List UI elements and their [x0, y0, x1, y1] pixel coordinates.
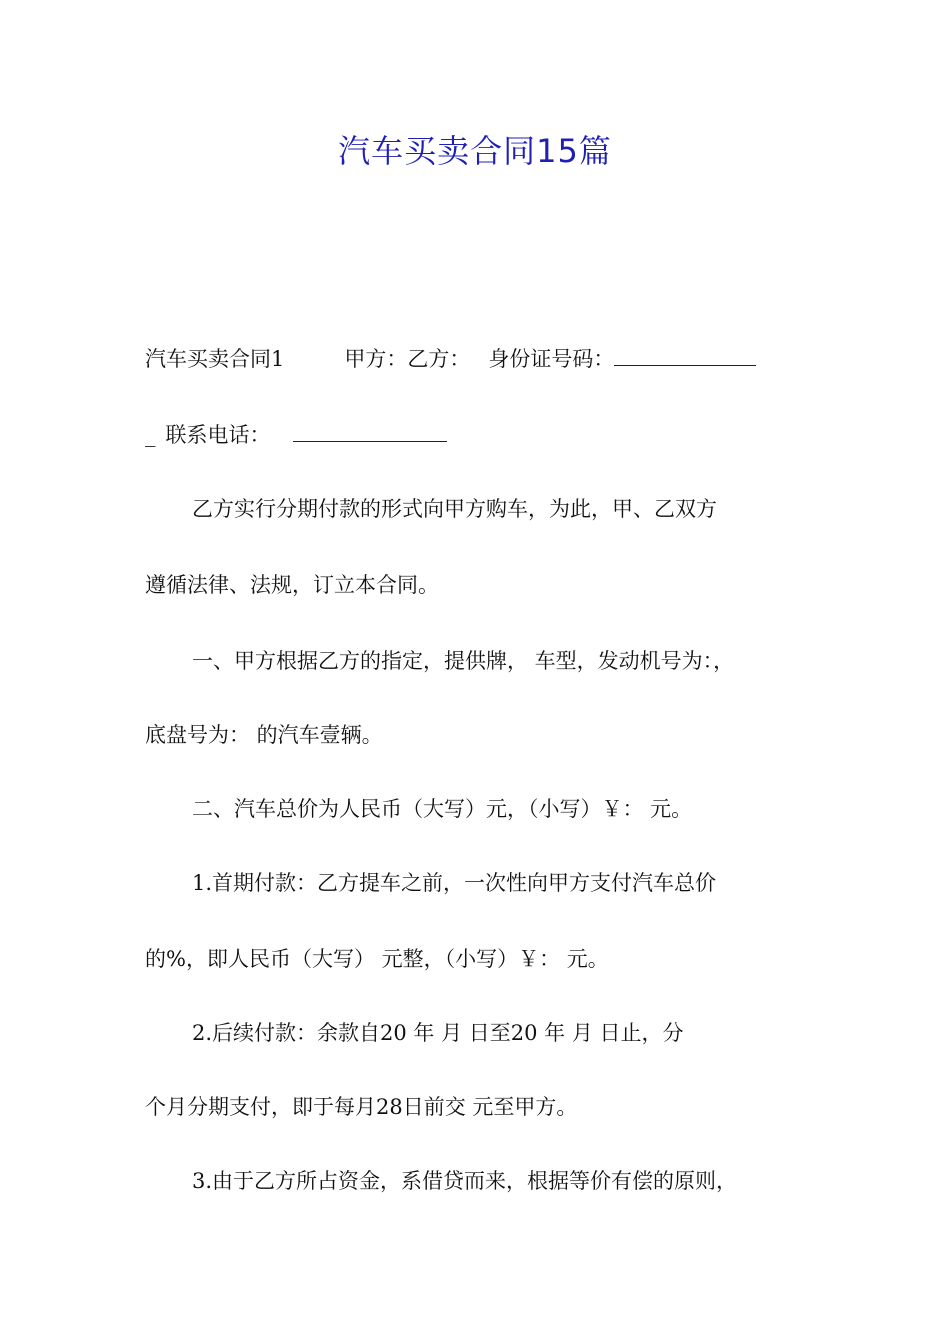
paragraph-line: 个月分期支付，即于每月28日前交 元至甲方。 — [145, 1095, 578, 1119]
paragraph-line: 1.首期付款：乙方提车之前，一次性向甲方支付汽车总价 — [192, 871, 717, 895]
paragraph-line — [145, 344, 756, 374]
paragraph-line: 的%，即人民币（大写） 元整，（小写）￥： 元。 — [145, 947, 609, 971]
paragraph-line: 乙方实行分期付款的形式向甲方购车，为此，甲、乙双方 — [192, 497, 717, 521]
paragraph-line: 底盘号为： 的汽车壹辆。 — [145, 723, 383, 747]
phone-blank — [293, 421, 447, 442]
paragraph-line: 一、甲方根据乙方的指定，提供牌， 车型，发动机号为：， — [192, 649, 735, 673]
id-number-blank — [614, 345, 756, 366]
document-title: 汽车买卖合同15篇 — [338, 132, 612, 170]
phone-label: 联系电话： — [165, 423, 271, 447]
paragraph-line: 遵循法律、法规，订立本合同。 — [145, 573, 439, 597]
underscore-mark: _ — [145, 423, 156, 447]
paragraph-line: 3.由于乙方所占资金，系借贷而来，根据等价有偿的原则， — [192, 1169, 738, 1193]
paragraph-line: 2.后续付款：余款自20 年 月 日至20 年 月 日止，分 — [192, 1021, 684, 1045]
contract-heading: 汽车买卖合同1 — [145, 347, 285, 371]
id-number-label: 身份证号码： — [488, 347, 615, 371]
paragraph-line — [145, 420, 447, 450]
paragraph-line: 二、汽车总价为人民币（大写）元，（小写）￥： 元。 — [192, 797, 693, 821]
party-label: 甲方：乙方： — [344, 347, 471, 371]
